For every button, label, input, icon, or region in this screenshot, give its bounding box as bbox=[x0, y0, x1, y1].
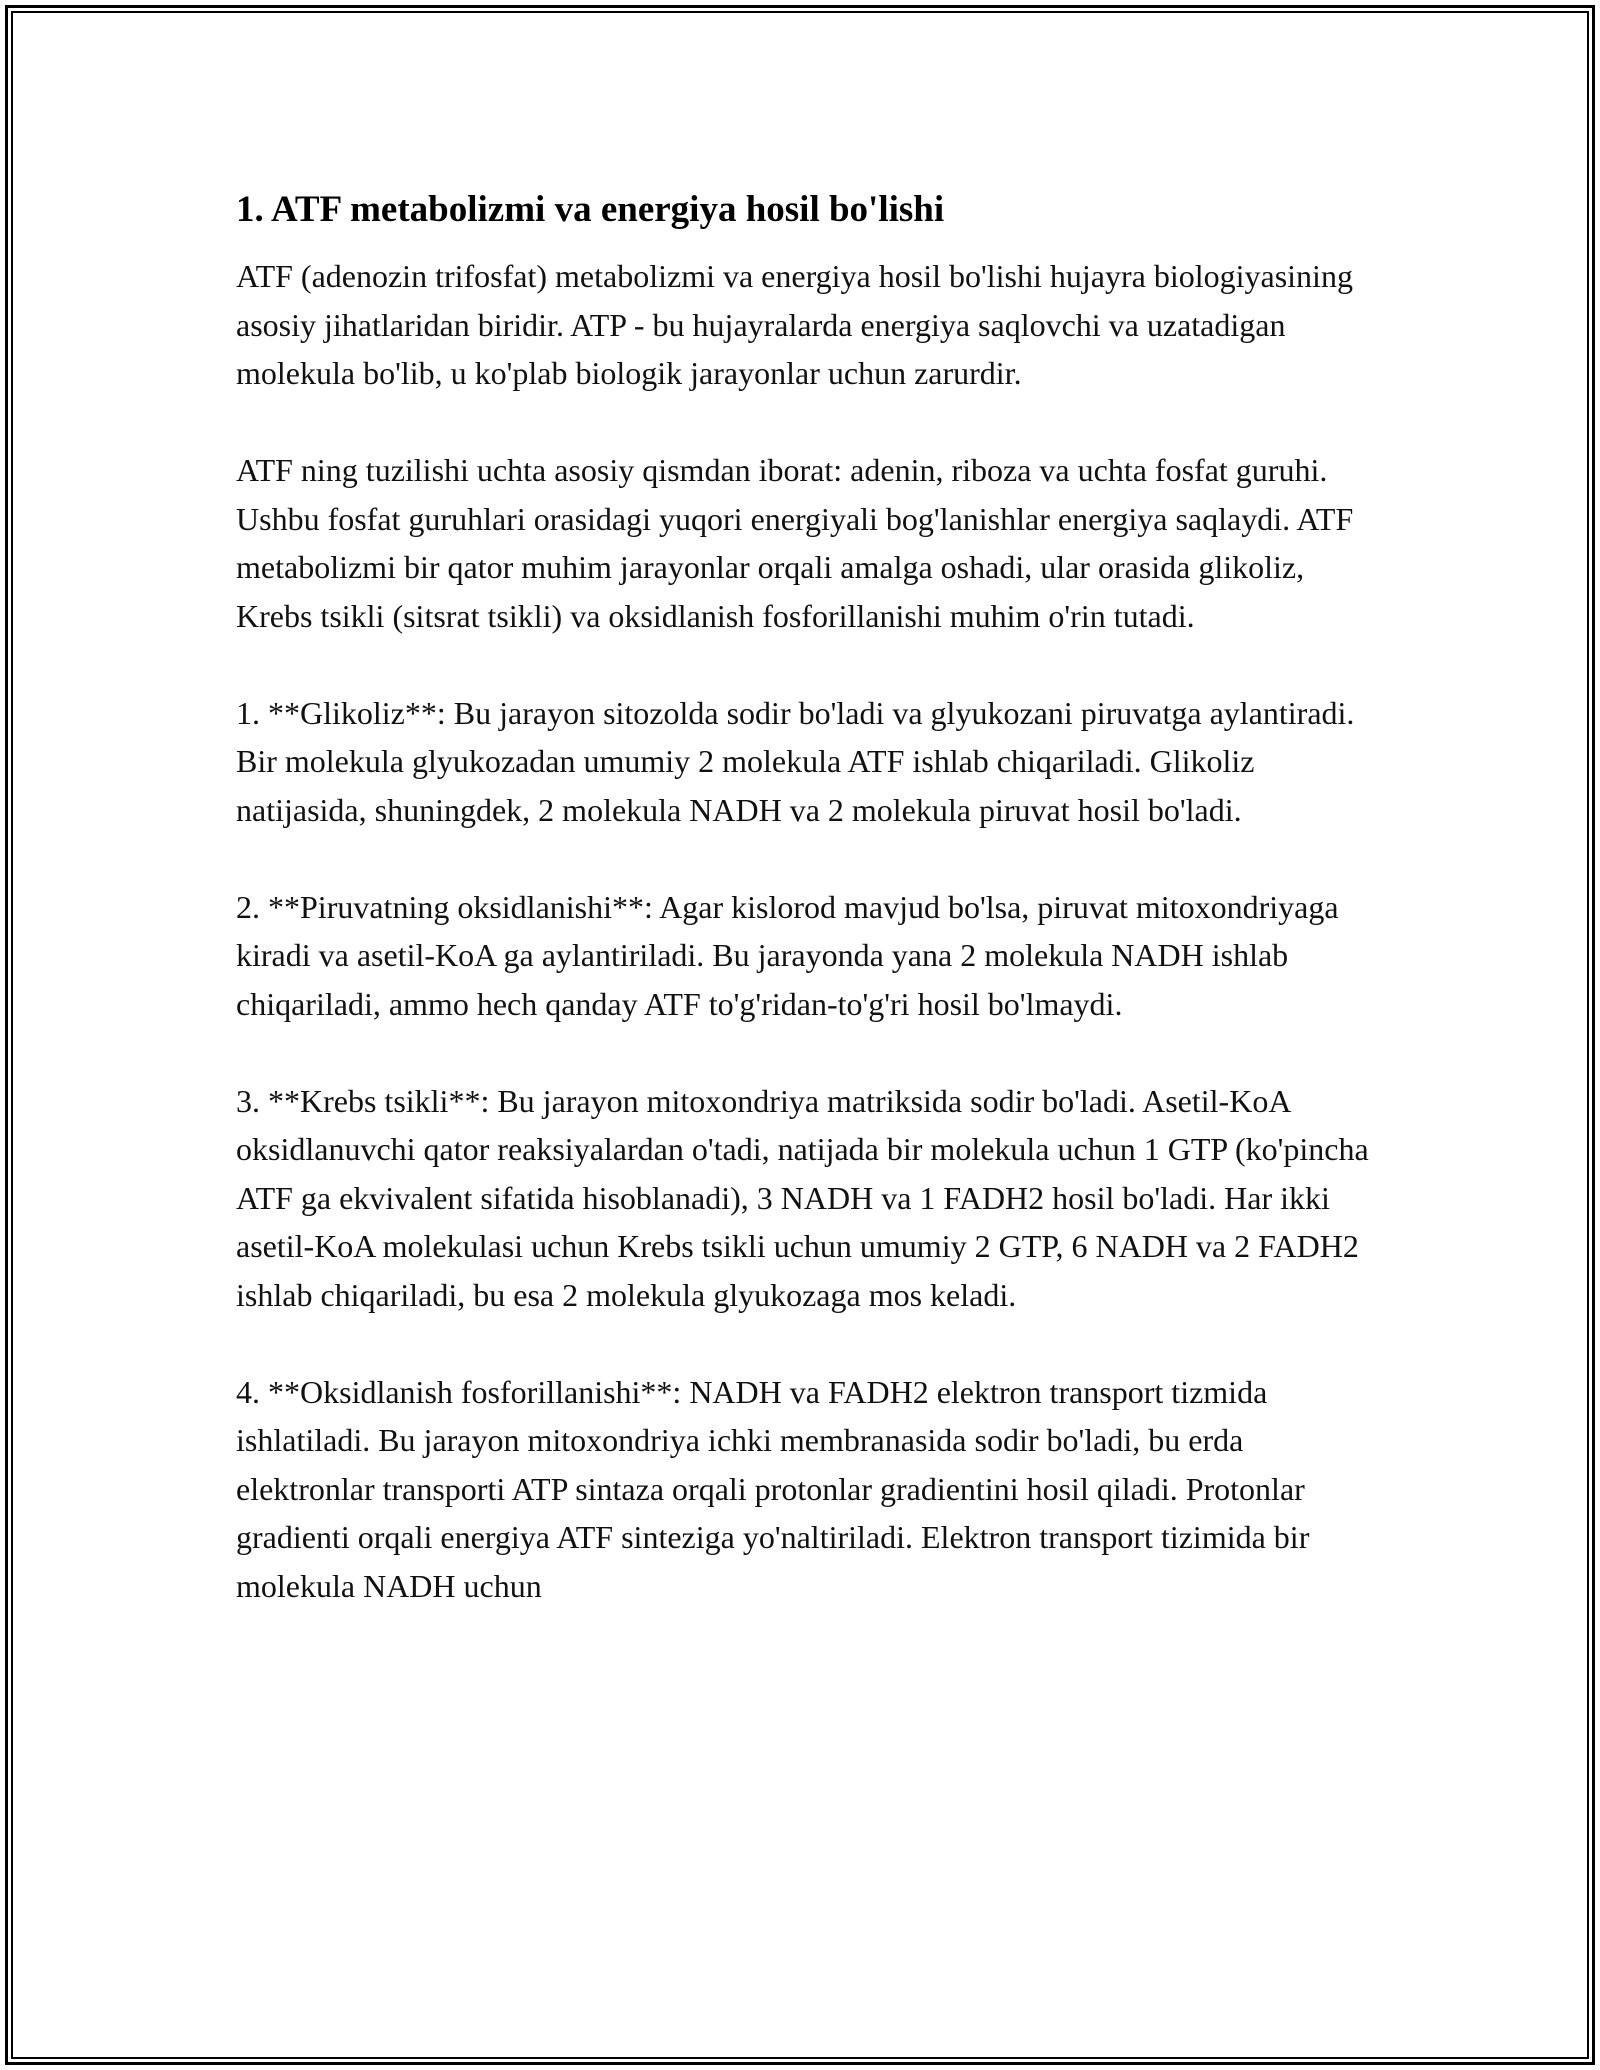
section-heading: 1. ATF metabolizmi va energiya hosil bo'lishi bbox=[236, 189, 945, 230]
paragraph-intro: ATF (adenozin trifosfat) metabolizmi va energiya hosil bo'lishi hujayra biologiyasining asosiy jihatlaridan biridir. ATP - bu hujayralarda energiya saqlovchi va uzatadigan molekula bo'lib, u ko'plab biologik jarayonlar uchun zarurdir. bbox=[236, 258, 1353, 391]
paragraph-piruvat-oksidlanishi: 2. **Piruvatning oksidlanishi**: Agar kislorod mavjud bo'lsa, piruvat mitoxondriyaga kiradi va asetil-KoA ga aylantiriladi. Bu jarayonda yana 2 molekula NADH ishlab chiqariladi, ammo hech qanday ATF to'g'ridan-to'g'ri hosil bo'lmaydi. bbox=[236, 888, 1339, 1022]
paragraph-oksidlanish-fosforillanishi: 4. **Oksidlanish fosforillanishi**: NADH va FADH2 elektron transport tizmida ishlatiladi. Bu jarayon mitoxondriya ichki membranasida sodir bo'ladi, bu erda elektronlar transporti ATP sintaza orqali protonlar gradientini hosil qiladi. Protonlar gradienti orqali energiya ATF sinteziga yo'naltiriladi. Elektron transport tizimida bir molekula NADH uchun bbox=[236, 1373, 1310, 1604]
paragraph-glikoliz: 1. **Glikoliz**: Bu jarayon sitozolda sodir bo'ladi va glyukozani piruvatga aylantiradi. Bir molekula glyukozadan umumiy 2 molekula ATF ishlab chiqariladi. Glikoliz natijasida, shuningdek, 2 molekula NADH va 2 molekula piruvat hosil bo'ladi. bbox=[236, 694, 1355, 828]
paragraph-krebs-tsikli: 3. **Krebs tsikli**: Bu jarayon mitoxondriya matriksida sodir bo'ladi. Asetil-KoA oksidlanuvchi qator reaksiyalardan o'tadi, natijada bir molekula uchun 1 GTP (ko'pincha ATF ga ekvivalent sifatida hisoblanadi), 3 NADH va 1 FADH2 hosil bo'ladi. Har ikki asetil-KoA molekulasi uchun Krebs tsikli uchun umumiy 2 GTP, 6 NADH va 2 FADH2 ishlab chiqariladi, bu esa 2 molekula glyukozaga mos keladi. bbox=[236, 1082, 1369, 1313]
paragraph-atf-structure: ATF ning tuzilishi uchta asosiy qismdan iborat: adenin, riboza va uchta fosfat guruhi. Ushbu fosfat guruhlari orasidagi yuqori energiyali bog'lanishlar energiya saqlaydi. ATF metabolizmi bir qator muhim jarayonlar orqali amalga oshadi, ular orasida glikoliz, Krebs tsikli (sitsrat tsikli) va oksidlanish fosforillanishi muhim o'rin tutadi. bbox=[236, 452, 1354, 634]
document-body bbox=[236, 186, 1376, 1610]
